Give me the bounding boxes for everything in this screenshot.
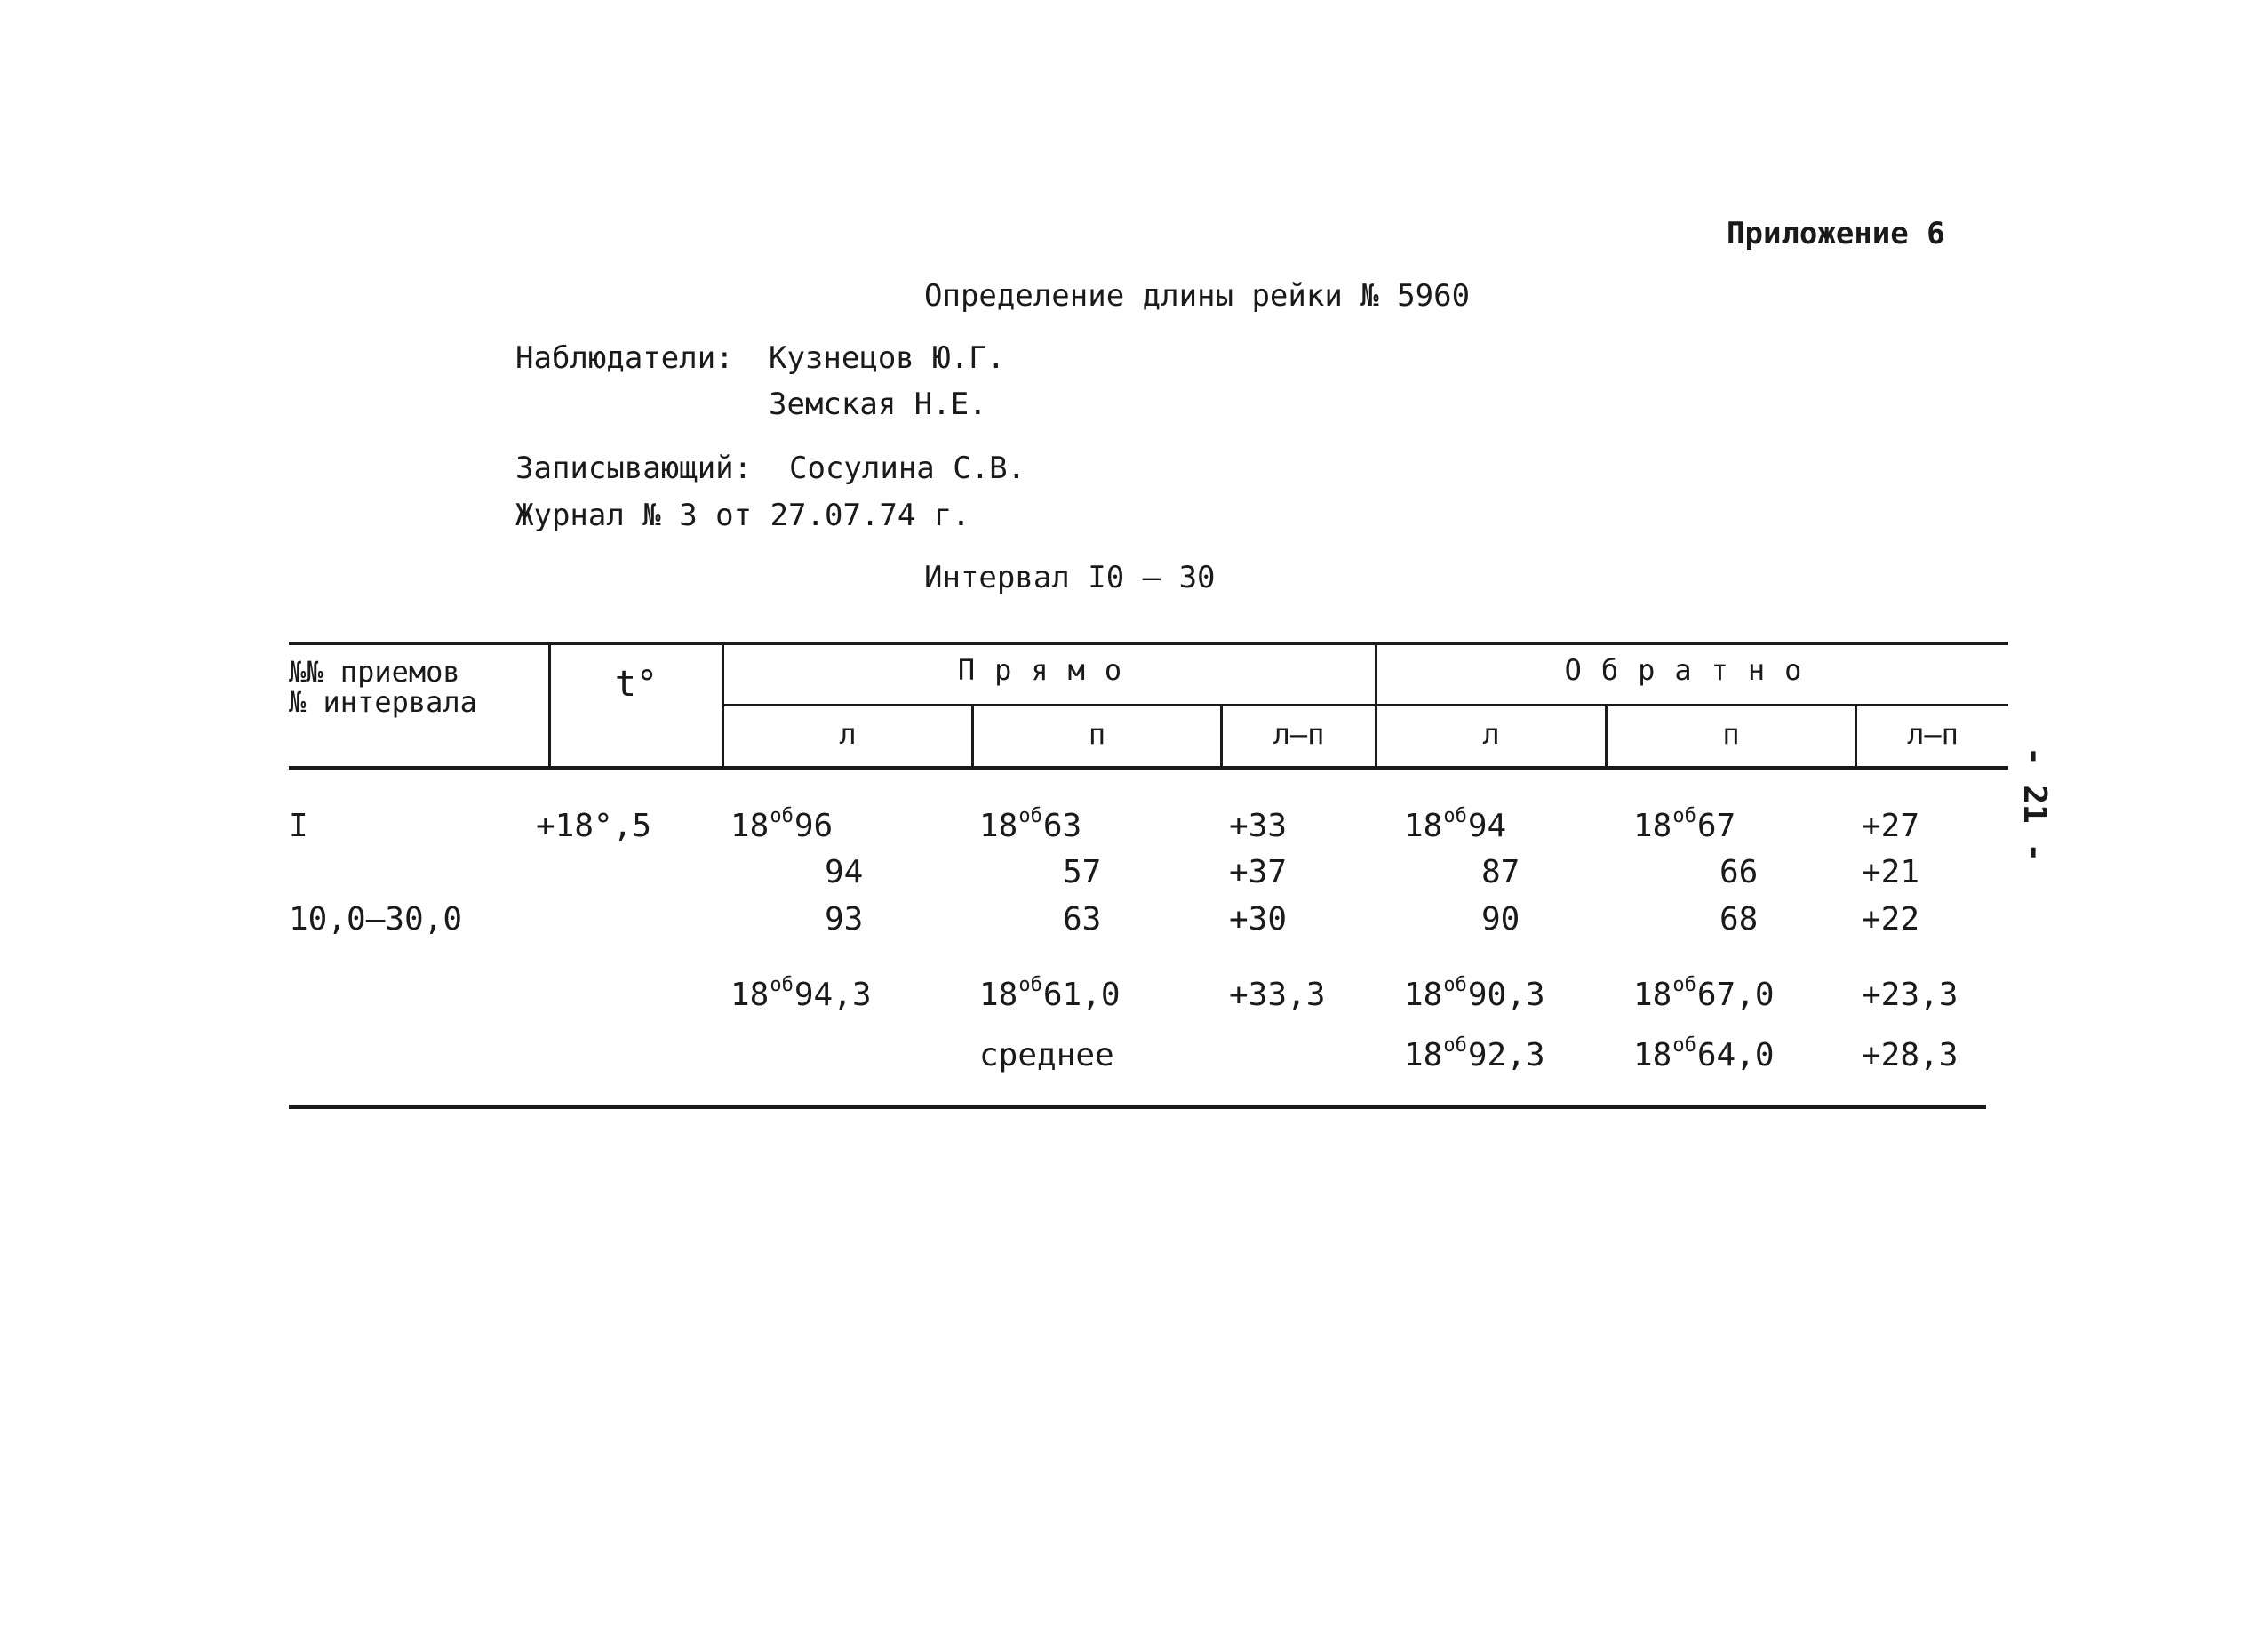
value-prefix: 18 [1633, 808, 1672, 844]
mean-reverse-l [1404, 974, 1545, 1018]
value-prefix: 18 [979, 977, 1018, 1013]
row1-reception: I [289, 808, 308, 844]
row3-direct-l: 93 [825, 901, 864, 938]
header-group-reverse: Обратно [1564, 653, 1822, 687]
value-sup: об [1672, 805, 1696, 827]
value-sup: об [1018, 805, 1042, 827]
average-lp: +28,3 [1862, 1037, 1959, 1073]
header-reception-line2: № интервала [289, 685, 477, 719]
value-prefix: 18 [979, 808, 1018, 844]
subheader-direct-lp: л–п [1273, 717, 1325, 751]
subheader-direct-l: л [839, 717, 857, 751]
subheader-direct-p: п [1088, 717, 1106, 751]
journal-line: Журнал № 3 от 27.07.74 г. [515, 498, 970, 533]
row1-direct-lp: +33 [1229, 808, 1288, 844]
average-l [1404, 1034, 1545, 1078]
row1-reverse-l [1404, 805, 1507, 849]
row3-reverse-p: 68 [1719, 901, 1759, 938]
header-temperature: t° [614, 664, 658, 705]
average-label: среднее [979, 1037, 1114, 1073]
recorder-name: Сосулина С.В. [789, 451, 1026, 486]
col-divider-1 [548, 642, 551, 768]
subheader-reverse-p: п [1722, 717, 1740, 751]
average-p [1633, 1034, 1775, 1078]
mean-reverse-p [1633, 974, 1775, 1018]
value-main: 96 [794, 808, 834, 844]
row1-direct-l [730, 805, 834, 849]
value-prefix: 18 [1404, 977, 1443, 1013]
row1-temperature: +18°,5 [536, 808, 652, 844]
row3-interval: 10,0–30,0 [289, 901, 463, 938]
value-sup: об [1672, 974, 1696, 996]
appendix-label: Приложение 6 [1727, 216, 1945, 251]
recorder-label: Записывающий: [515, 451, 753, 486]
value-prefix: 18 [1633, 1037, 1672, 1073]
value-sup: об [1443, 805, 1467, 827]
page-number: - 21 - [2016, 746, 2053, 863]
value-prefix: 18 [1404, 808, 1443, 844]
value-prefix: 18 [1633, 977, 1672, 1013]
value-main: 67,0 [1696, 977, 1775, 1013]
mean-direct-p [979, 974, 1121, 1018]
value-main: 94 [1467, 808, 1507, 844]
group-divider-rule [722, 704, 2008, 706]
observer-1: Кузнецов Ю.Г. [769, 340, 1006, 376]
row2-reverse-lp: +21 [1862, 854, 1920, 890]
interval-title: Интервал I0 – 30 [924, 560, 1216, 595]
row2-direct-l: 94 [825, 854, 864, 890]
value-prefix: 18 [730, 808, 770, 844]
table-bottom-rule [289, 1105, 1986, 1109]
header-reception-line1: №№ приемов [289, 655, 460, 689]
mean-reverse-lp: +23,3 [1862, 977, 1959, 1013]
subheader-reverse-lp: л–п [1907, 717, 1959, 751]
row3-reverse-lp: +22 [1862, 901, 1920, 938]
observer-2: Земская Н.Е. [769, 387, 987, 422]
row2-direct-lp: +37 [1229, 854, 1288, 890]
header-group-direct: Прямо [957, 653, 1142, 687]
value-sup: об [1018, 974, 1042, 996]
observers-label: Наблюдатели: [515, 340, 734, 376]
value-main: 92,3 [1467, 1037, 1545, 1073]
value-prefix: 18 [1404, 1037, 1443, 1073]
value-main: 63 [1042, 808, 1082, 844]
row1-direct-p [979, 805, 1082, 849]
value-main: 61,0 [1042, 977, 1121, 1013]
row1-reverse-lp: +27 [1862, 808, 1920, 844]
table-top-rule [289, 642, 2008, 645]
row2-reverse-l: 87 [1481, 854, 1520, 890]
row3-direct-p: 63 [1063, 901, 1102, 938]
value-prefix: 18 [730, 977, 770, 1013]
mean-direct-lp: +33,3 [1229, 977, 1326, 1013]
value-sup: об [1443, 974, 1467, 996]
value-sup: об [770, 974, 794, 996]
value-main: 64,0 [1696, 1037, 1775, 1073]
value-main: 90,3 [1467, 977, 1545, 1013]
subheader-reverse-l: л [1482, 717, 1500, 751]
header-bottom-rule [289, 766, 2008, 770]
mean-direct-l [730, 974, 872, 1018]
value-sup: об [1672, 1034, 1696, 1057]
row1-reverse-p [1633, 805, 1736, 849]
value-main: 67 [1696, 808, 1736, 844]
value-sup: об [1443, 1034, 1467, 1057]
value-sup: об [770, 805, 794, 827]
row3-reverse-l: 90 [1481, 901, 1520, 938]
row3-direct-lp: +30 [1229, 901, 1288, 938]
value-main: 94,3 [794, 977, 872, 1013]
row2-reverse-p: 66 [1719, 854, 1759, 890]
document-title: Определение длины рейки № 5960 [924, 278, 1471, 314]
row2-direct-p: 57 [1063, 854, 1102, 890]
